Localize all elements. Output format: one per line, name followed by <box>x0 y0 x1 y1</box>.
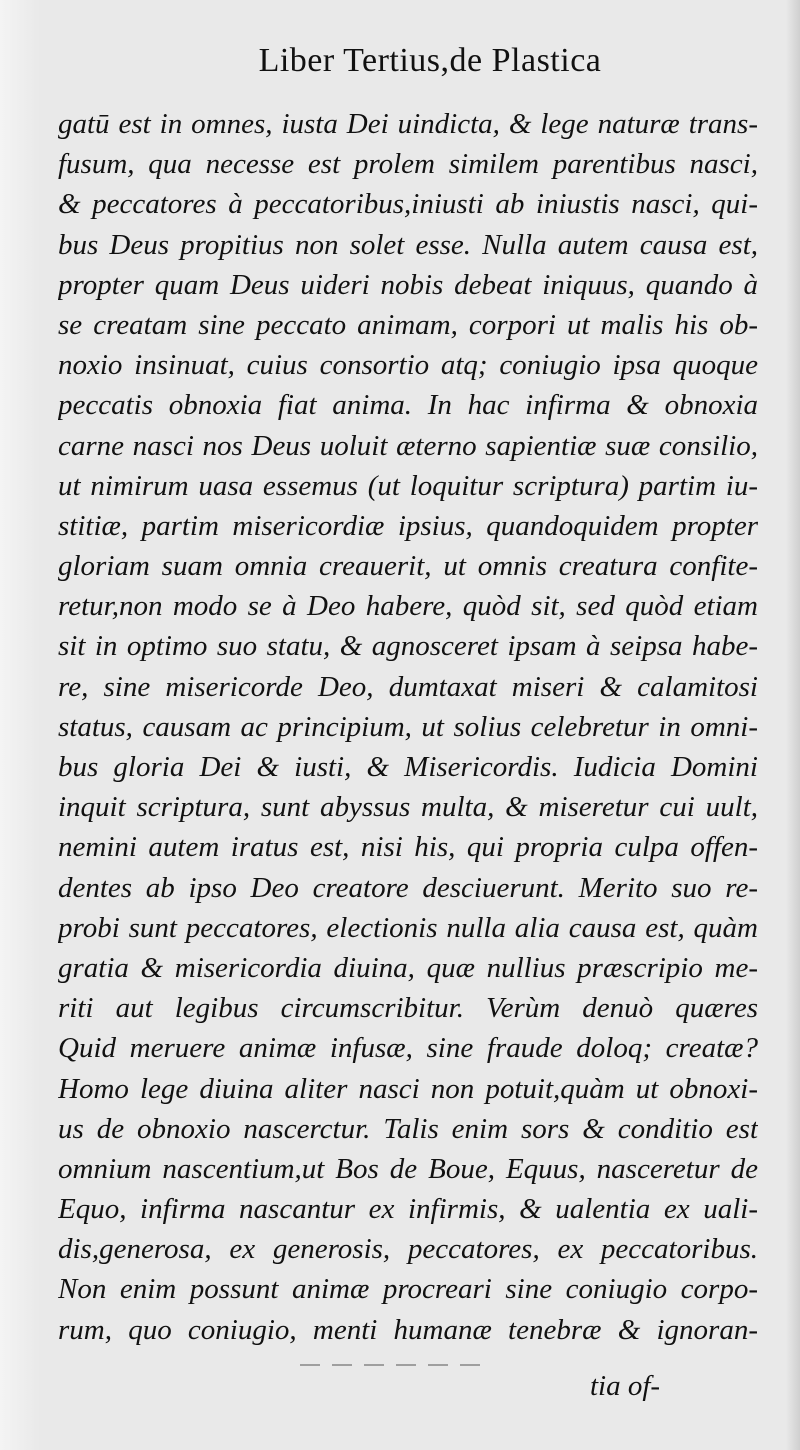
text-line: propter quam Deus uideri nobis debeat iniquus, quando à <box>58 268 758 301</box>
text-line: Quid meruere animæ infusæ, sine fraude doloq; creatæ? <box>58 1032 758 1065</box>
text-line: riti aut legibus circumscribitur. Verùm denuò quæres <box>58 992 758 1025</box>
text-line: noxio insinuat, cuius consortio atq; coniugio ipsa quoque <box>58 349 758 382</box>
text-line: nemini autem iratus est, nisi his, qui propria culpa offen- <box>58 831 758 864</box>
text-line: stitiæ, partim misericordiæ ipsius, quandoquidem propter <box>58 509 758 542</box>
text-line: us de obnoxio nascerctur. Talis enim sors & conditio est <box>58 1112 758 1145</box>
text-line: fusum, qua necesse est prolem similem parentibus nasci, <box>58 148 758 181</box>
text-line: probi sunt peccatores, electionis nulla alia causa est, quàm <box>58 911 758 944</box>
text-line: Homo lege diuina aliter nasci non potuit,quàm ut obnoxi- <box>58 1072 758 1105</box>
text-line: dentes ab ipso Deo creatore desciuerunt. Merito suo re- <box>58 871 758 904</box>
page-edge-shadow <box>786 0 800 1450</box>
text-line: gatū est in omnes, iusta Dei uindicta, & lege naturæ trans- <box>58 108 758 140</box>
gutter-shadow <box>0 0 40 1450</box>
text-line: ut nimirum uasa essemus (ut loquitur scriptura) partim iu- <box>58 469 758 502</box>
text-line: Equo, infirma nascantur ex infirmis, & ualentia ex uali- <box>58 1193 758 1226</box>
text-line: Non enim possunt animæ procreari sine coniugio corpo- <box>58 1273 758 1306</box>
text-line: sit in optimo suo statu, & agnosceret ipsam à seipsa habe- <box>58 630 758 663</box>
text-line: carne nasci nos Deus uoluit æterno sapientiæ suæ consilio, <box>58 429 758 462</box>
text-line: peccatis obnoxia fiat anima. In hac infirma & obnoxia <box>58 389 758 422</box>
text-line: re, sine misericorde Deo, dumtaxat miseri & calamitosi <box>58 670 758 703</box>
text-line: gratia & misericordia diuina, quæ nullius præscripio me- <box>58 951 758 984</box>
text-line: gloriam suam omnia creauerit, ut omnis creatura confite- <box>58 550 758 583</box>
catchword: tia of- <box>590 1370 661 1402</box>
show-through-rule <box>300 1364 490 1366</box>
running-head: Liber Tertius,de Plastica <box>258 42 602 79</box>
text-line: bus gloria Dei & iusti, & Misericordis. Iudicia Domini <box>58 751 758 783</box>
text-line: dis,generosa, ex generosis, peccatores, ex peccatoribus. <box>58 1233 758 1266</box>
text-line: rum, quo coniugio, menti humanæ tenebræ & ignoran- <box>58 1313 758 1346</box>
text-line: status, causam ac principium, ut solius celebretur in omni- <box>58 710 758 743</box>
text-line: se creatam sine peccato animam, corpori ut malis his ob- <box>58 308 758 341</box>
text-line: omnium nascentium,ut Bos de Boue, Equus, nasceretur de <box>58 1152 758 1185</box>
body-text <box>58 104 758 1350</box>
text-line: retur,non modo se à Deo habere, quòd sit, sed quòd etiam <box>58 590 758 623</box>
text-line: bus Deus propitius non solet esse. Nulla autem causa est, <box>58 228 758 261</box>
text-line: inquit scriptura, sunt abyssus multa, & miseretur cui uult, <box>58 791 758 824</box>
text-line: & peccatores à peccatoribus,iniusti ab iniustis nasci, qui- <box>58 188 758 221</box>
